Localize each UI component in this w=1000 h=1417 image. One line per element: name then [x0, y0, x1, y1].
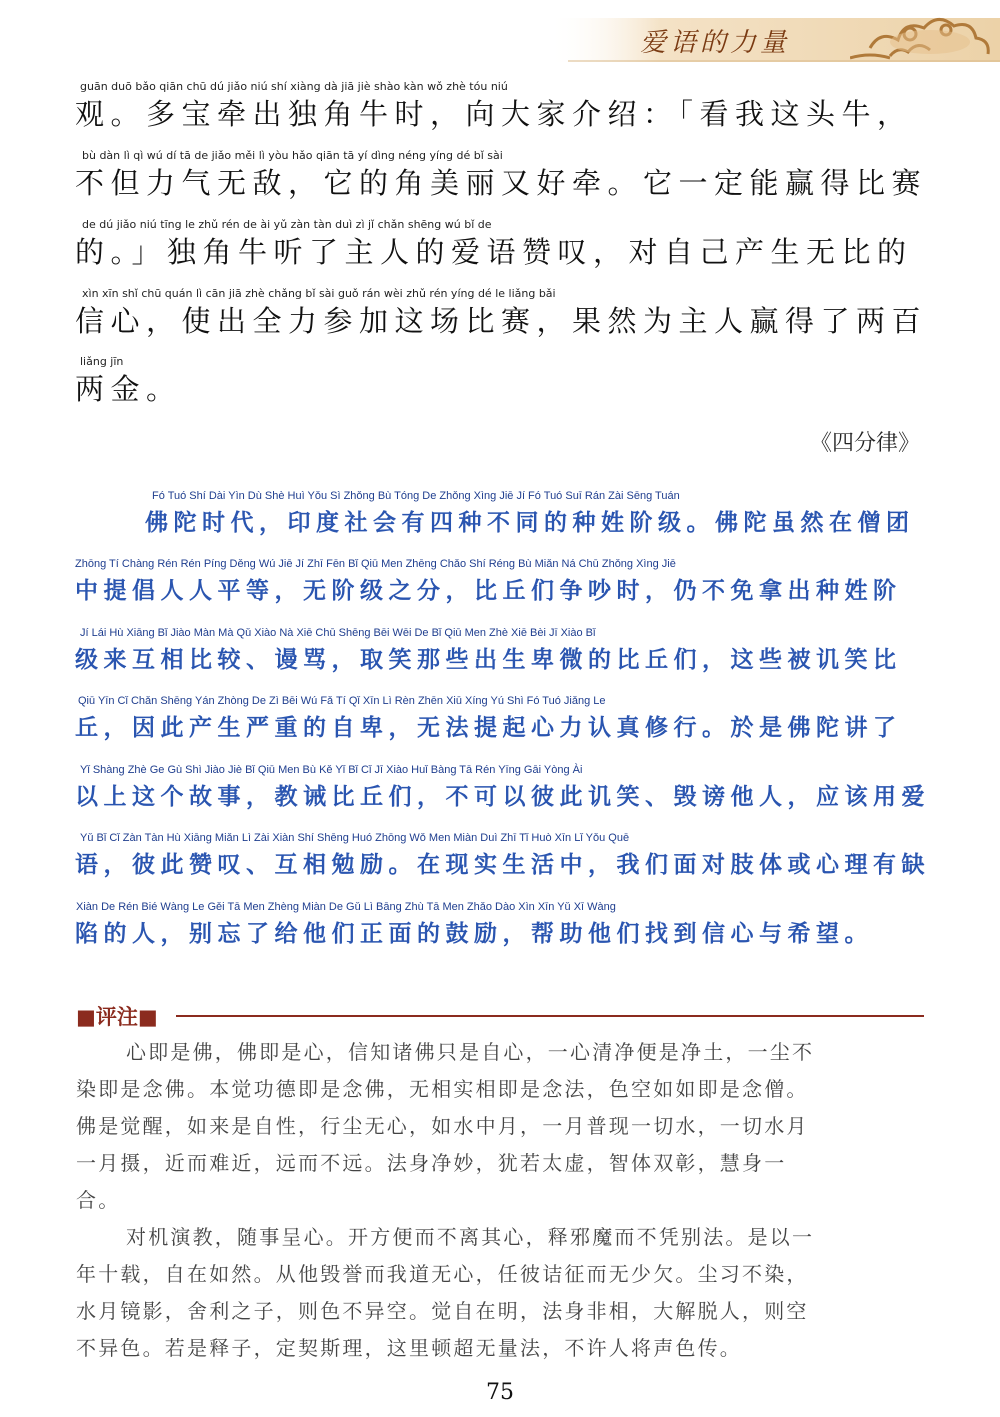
commentary-line: 佛是觉醒，如来是自性，行尘无心，如水中月，一月普现一切水，一切水月: [76, 1114, 809, 1138]
story-text: 信心，使出全力参加这场比赛，果然为主人赢得了两百: [75, 304, 928, 338]
pinyin: Qiū Yīn Cǐ Chǎn Shēng Yán Zhòng De Zì Bēi Wú Fǎ Tí Qǐ Xīn Lì Rèn Zhēn Xiū Xíng Yú Shì Fó Tuó Jiǎng Le: [78, 695, 606, 707]
commentary-label: ■评注■: [76, 1005, 158, 1029]
source-citation: 《四分律》: [809, 431, 920, 456]
commentary-line: 不异色。若是释子，定契斯理，这里顿超无量法，不许人将声色传。: [76, 1336, 742, 1360]
commentary-line: 染即是念佛。本觉功德即是念佛，无相实相即是念法，色空如如即是念僧。: [76, 1077, 809, 1101]
moral-text: 级来互相比较、谩骂，取笑那些出生卑微的比丘们，这些被讥笑比: [75, 647, 902, 673]
commentary-line: 年十载，自在如然。从他毁誉而我道无心，任彼诘征而无少欠。尘习不染，: [76, 1262, 809, 1286]
pinyin: Xiàn De Rén Bié Wàng Le Gěi Tā Men Zhèng Miàn De Gǔ Lì Bāng Zhù Tā Men Zhǎo Dào Xìn Xīn Yǔ Xī Wàng: [76, 901, 616, 913]
commentary-line: 对机演教，随事呈心。开方便而不离其心，释邪魔而不凭别法。是以一: [126, 1225, 815, 1249]
pinyin: bù dàn lì qì wú dí tā de jiǎo měi lì yòu hǎo qiān tā yí dìng néng yíng dé bǐ sài: [82, 149, 503, 162]
pinyin: liǎng jīn: [80, 355, 124, 368]
pinyin: xìn xīn shǐ chū quán lì cān jiā zhè chǎng bǐ sài guǒ rán wèi zhǔ rén yíng dé le liǎng bǎi: [82, 287, 556, 300]
commentary-line: 心即是佛，佛即是心，信知诸佛只是自心，一心清净便是净土，一尘不: [126, 1040, 815, 1064]
moral-text: 中提倡人人平等，无阶级之分，比丘们争吵时，仍不免拿出种姓阶: [75, 578, 902, 604]
commentary-line: 合。: [76, 1188, 121, 1212]
moral-text: 陷的人，别忘了给他们正面的鼓励，帮助他们找到信心与希望。: [75, 921, 873, 947]
story-text: 不但力气无敌，它的角美丽又好牵。它一定能赢得比赛: [75, 166, 928, 200]
story-text: 两金。: [75, 372, 182, 406]
commentary-line: 水月镜影，舍利之子，则色不异空。觉自在明，法身非相，大解脱人，则空: [76, 1299, 809, 1323]
moral-text: 丘，因此产生严重的自卑，无法提起心力认真修行。於是佛陀讲了: [75, 715, 902, 741]
pinyin: Jí Lái Hù Xiāng Bǐ Jiào Màn Mà Qǔ Xiào Nà Xiē Chū Shēng Bēi Wēi De Bǐ Qiū Men Zhè Xiē Bèi Jī Xiào Bǐ: [80, 627, 596, 639]
pinyin: Yǐ Shàng Zhè Ge Gù Shì Jiào Jiè Bǐ Qiū Men Bù Kě Yǐ Bǐ Cǐ Jī Xiào Huǐ Bàng Tā Rén Yīng Gāi Yòng Ài: [80, 764, 583, 776]
moral-text: 佛陀时代，印度社会有四种不同的种姓阶级。佛陀虽然在僧团: [145, 510, 915, 536]
chapter-title: 爱语的力量: [640, 28, 791, 58]
pinyin: Zhōng Tí Chàng Rén Rén Píng Děng Wú Jiē Jí Zhī Fēn Bǐ Qiū Men Zhēng Chǎo Shí Réng Bù Miǎn Ná Chū Zhǒng Xìng Jiē: [75, 558, 676, 570]
commentary-rule: [176, 1015, 924, 1017]
commentary-header: [76, 1001, 924, 1031]
pinyin: Fó Tuó Shí Dài Yìn Dù Shè Huì Yǒu Sì Zhǒng Bù Tóng De Zhǒng Xìng Jiē Jí Fó Tuó Suī Rán Zài Sēng Tuán: [152, 490, 680, 502]
pinyin: de dú jiǎo niú tīng le zhǔ rén de ài yǔ zàn tàn duì zì jǐ chǎn shēng wú bǐ de: [82, 218, 492, 231]
cloud-ornament-icon: [850, 4, 1000, 66]
commentary-body: [76, 1037, 928, 1370]
moral-text: 语，彼此赞叹、互相勉励。在现实生活中，我们面对肢体或心理有缺: [75, 852, 930, 878]
story-text: 观。多宝牵出独角牛时，向大家介绍：「看我这头牛，: [75, 97, 913, 131]
commentary-line: 一月摄，近而难近，远而不远。法身净妙，犹若太虚，智体双彰，慧身一: [76, 1151, 787, 1175]
page-number: 75: [486, 1380, 514, 1405]
pinyin: Yǔ Bǐ Cǐ Zàn Tàn Hù Xiāng Miǎn Lì Zài Xiàn Shí Shēng Huó Zhōng Wǒ Men Miàn Duì Zhī Tǐ Huò Xīn Lǐ Yǒu Quē: [80, 832, 630, 844]
moral-text: 以上这个故事，教诫比丘们，不可以彼此讥笑、毁谤他人，应该用爱: [75, 784, 930, 810]
story-text: 的。」独角牛听了主人的爱语赞叹，对自己产生无比的: [75, 235, 913, 269]
pinyin: guān duō bǎo qiān chū dú jiǎo niú shí xiàng dà jiā jiè shào kàn wǒ zhè tóu niú: [80, 80, 508, 93]
